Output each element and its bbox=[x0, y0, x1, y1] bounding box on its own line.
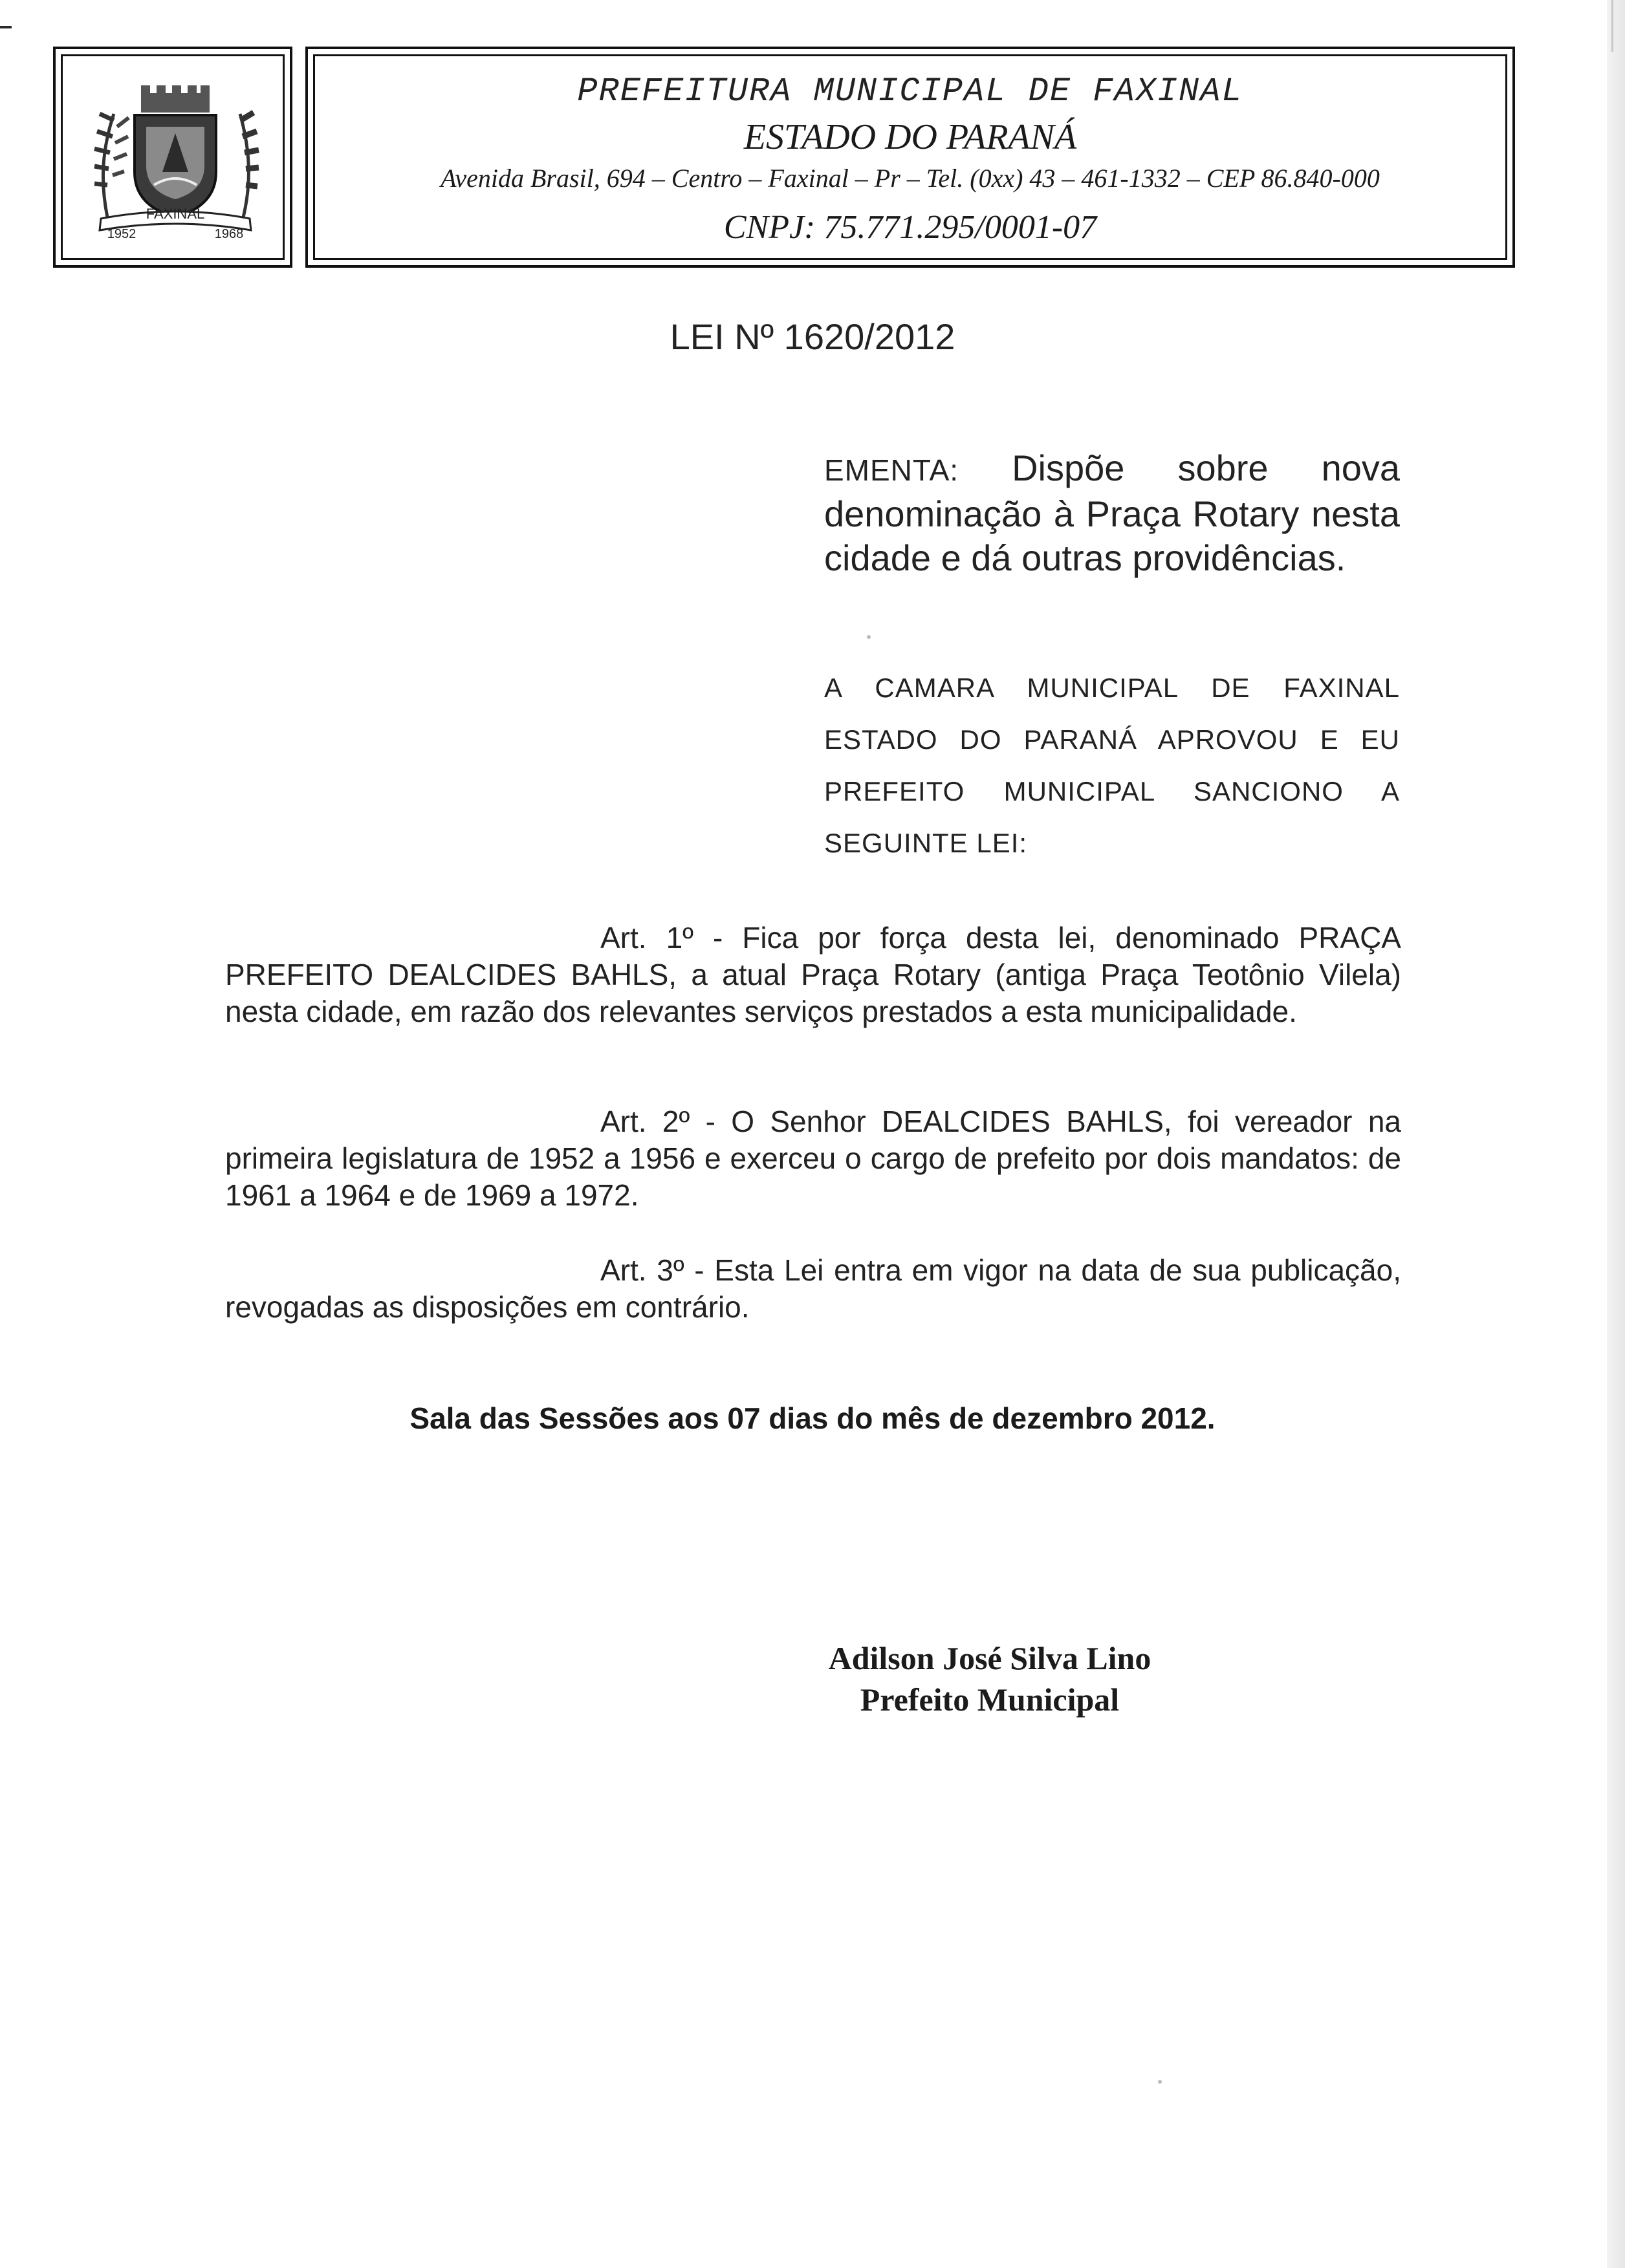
municipal-crest-icon bbox=[82, 75, 269, 244]
letterhead bbox=[53, 47, 1515, 268]
law-title: LEI Nº 1620/2012 bbox=[670, 316, 955, 357]
municipality-name: PREFEITURA MUNICIPAL DE FAXINAL bbox=[577, 72, 1243, 111]
crest-year-left: 1952 bbox=[107, 227, 136, 241]
crest-name: FAXINAL bbox=[146, 206, 205, 222]
crest-year-right: 1968 bbox=[214, 227, 244, 241]
signature-block bbox=[763, 1637, 1216, 1720]
letterhead-title-frame bbox=[305, 47, 1515, 268]
preamble: A CAMARA MUNICIPAL DE FAXINAL ESTADO DO PARANÁ APROVOU E EU PREFEITO MUNICIPAL SANCIONO A SEGUINTE LEI: bbox=[824, 673, 1400, 858]
article-1: Art. 1º - Fica por força desta lei, denominado PRAÇA PREFEITO DEALCIDES BAHLS, a atual Praça Rotary (antiga Praça Teotônio Vilela) nesta cidade, em razão dos relevantes serviços prestados a esta municipalidade. bbox=[225, 921, 1401, 1028]
address-line: Avenida Brasil, 694 – Centro – Faxinal – Pr – Tel. (0xx) 43 – 461-1332 – CEP 86.840-000 bbox=[441, 164, 1380, 193]
article-2: Art. 2º - O Senhor DEALCIDES BAHLS, foi vereador na primeira legislatura de 1952 a 1956 e exerceu o cargo de prefeito por dois mandatos: de 1961 a 1964 e de 1969 a 1972. bbox=[225, 1105, 1401, 1212]
crest-frame bbox=[53, 47, 292, 268]
signer-name: Adilson José Silva Lino bbox=[828, 1640, 1151, 1676]
cnpj-line: CNPJ: 75.771.295/0001-07 bbox=[723, 209, 1097, 246]
ementa-text: Dispõe sobre nova denominação à Praça Rotary nesta cidade e dá outras providências. bbox=[824, 448, 1401, 578]
scan-mark bbox=[0, 26, 12, 28]
ementa bbox=[824, 446, 1400, 580]
scan-edge-line bbox=[1611, 0, 1613, 52]
scan-speck bbox=[867, 635, 871, 639]
scan-speck bbox=[1158, 2080, 1162, 2084]
signer-title: Prefeito Municipal bbox=[860, 1681, 1120, 1718]
article-3: Art. 3º - Esta Lei entra em vigor na data de sua publicação, revogadas as disposições em contrário. bbox=[225, 1253, 1401, 1324]
state-name: ESTADO DO PARANÁ bbox=[743, 117, 1077, 157]
session-date-line: Sala das Sessões aos 07 dias do mês de dezembro 2012. bbox=[409, 1401, 1216, 1435]
ementa-label: EMENTA: bbox=[824, 453, 959, 487]
